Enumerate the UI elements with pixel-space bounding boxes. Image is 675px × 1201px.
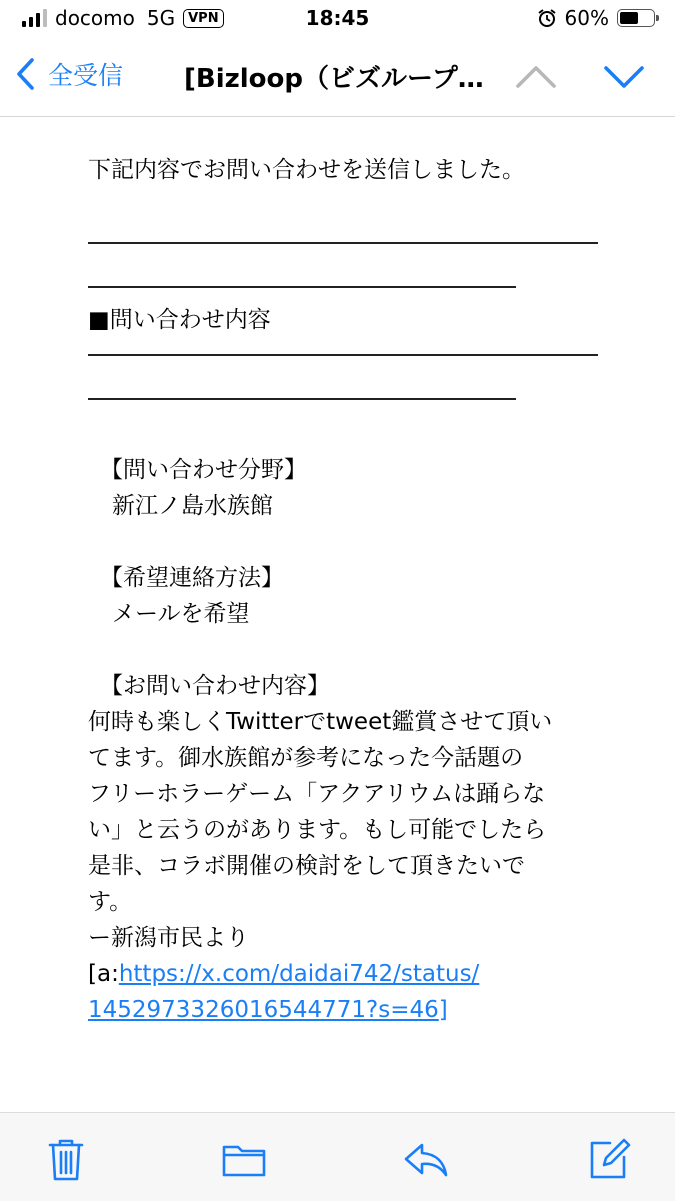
reply-icon (406, 1145, 446, 1175)
link-prefix: [a: (88, 961, 119, 987)
battery-fill (620, 12, 638, 24)
field-label-category: 【問い合わせ分野】 (100, 457, 307, 483)
back-button[interactable] (14, 56, 123, 92)
status-time: 18:45 (305, 6, 370, 30)
chevron-left-icon (14, 56, 38, 92)
nav-bar (0, 38, 675, 117)
inquiry-line: す。 (88, 889, 133, 915)
bottom-toolbar (0, 1112, 675, 1201)
inquiry-line: フリーホラーゲーム「アクアリウムは踊らな (88, 781, 546, 807)
link-line (88, 992, 608, 1028)
inquiry-line: てます。御水族館が参考になった今話題の (88, 745, 524, 771)
inquiry-line: 是非、コラボ開催の検討をして頂きたいで (88, 853, 525, 879)
move-to-folder-button[interactable] (220, 1135, 268, 1183)
chevron-up-icon (518, 68, 554, 86)
status-right (537, 6, 655, 30)
tweet-link[interactable]: https://x.com/daidai742/status/ (118, 961, 480, 987)
alarm-icon (537, 8, 557, 28)
intro-text: 下記内容でお問い合わせを送信しました。 (88, 157, 525, 183)
reply-button[interactable] (402, 1135, 450, 1183)
link-suffix: ] (438, 997, 448, 1023)
trash-button[interactable] (42, 1135, 90, 1183)
inquiry-label: 【お問い合わせ内容】 (100, 673, 330, 699)
status-left (22, 6, 224, 30)
field-value-category: 新江ノ島水族館 (112, 493, 273, 519)
back-label: 全受信 (48, 61, 124, 90)
next-message-button[interactable] (600, 58, 648, 94)
section-title: ■問い合わせ内容 (88, 307, 271, 333)
signal-strength-icon (22, 9, 47, 27)
tweet-link-continued[interactable]: 1452973326016544771?s=46 (88, 997, 439, 1023)
compose-icon (592, 1140, 629, 1177)
inquiry-line: い」と云うのがあります。もし可能でしたら (88, 817, 547, 843)
email-body (88, 152, 608, 1028)
battery-percent: 60% (564, 6, 609, 30)
status-bar (0, 0, 675, 38)
folder-icon (224, 1147, 264, 1175)
battery-icon (617, 9, 655, 27)
field-label-contact-method: 【希望連絡方法】 (100, 565, 284, 591)
link-line (88, 956, 608, 992)
chevron-down-icon (606, 68, 642, 86)
signature: ー新潟市民より (88, 925, 249, 951)
vpn-badge: VPN (183, 9, 223, 28)
previous-message-button[interactable] (512, 58, 560, 94)
inquiry-line: 何時も楽しくTwitterでtweet鑑賞させて頂い (88, 709, 553, 735)
carrier-name: docomo (55, 6, 135, 30)
trash-icon (50, 1141, 82, 1179)
compose-button[interactable] (584, 1135, 632, 1183)
field-value-contact-method: メールを希望 (112, 601, 250, 627)
message-title: [Bizloop（ビズループ… (184, 64, 484, 94)
network-type: 5G (146, 6, 176, 30)
